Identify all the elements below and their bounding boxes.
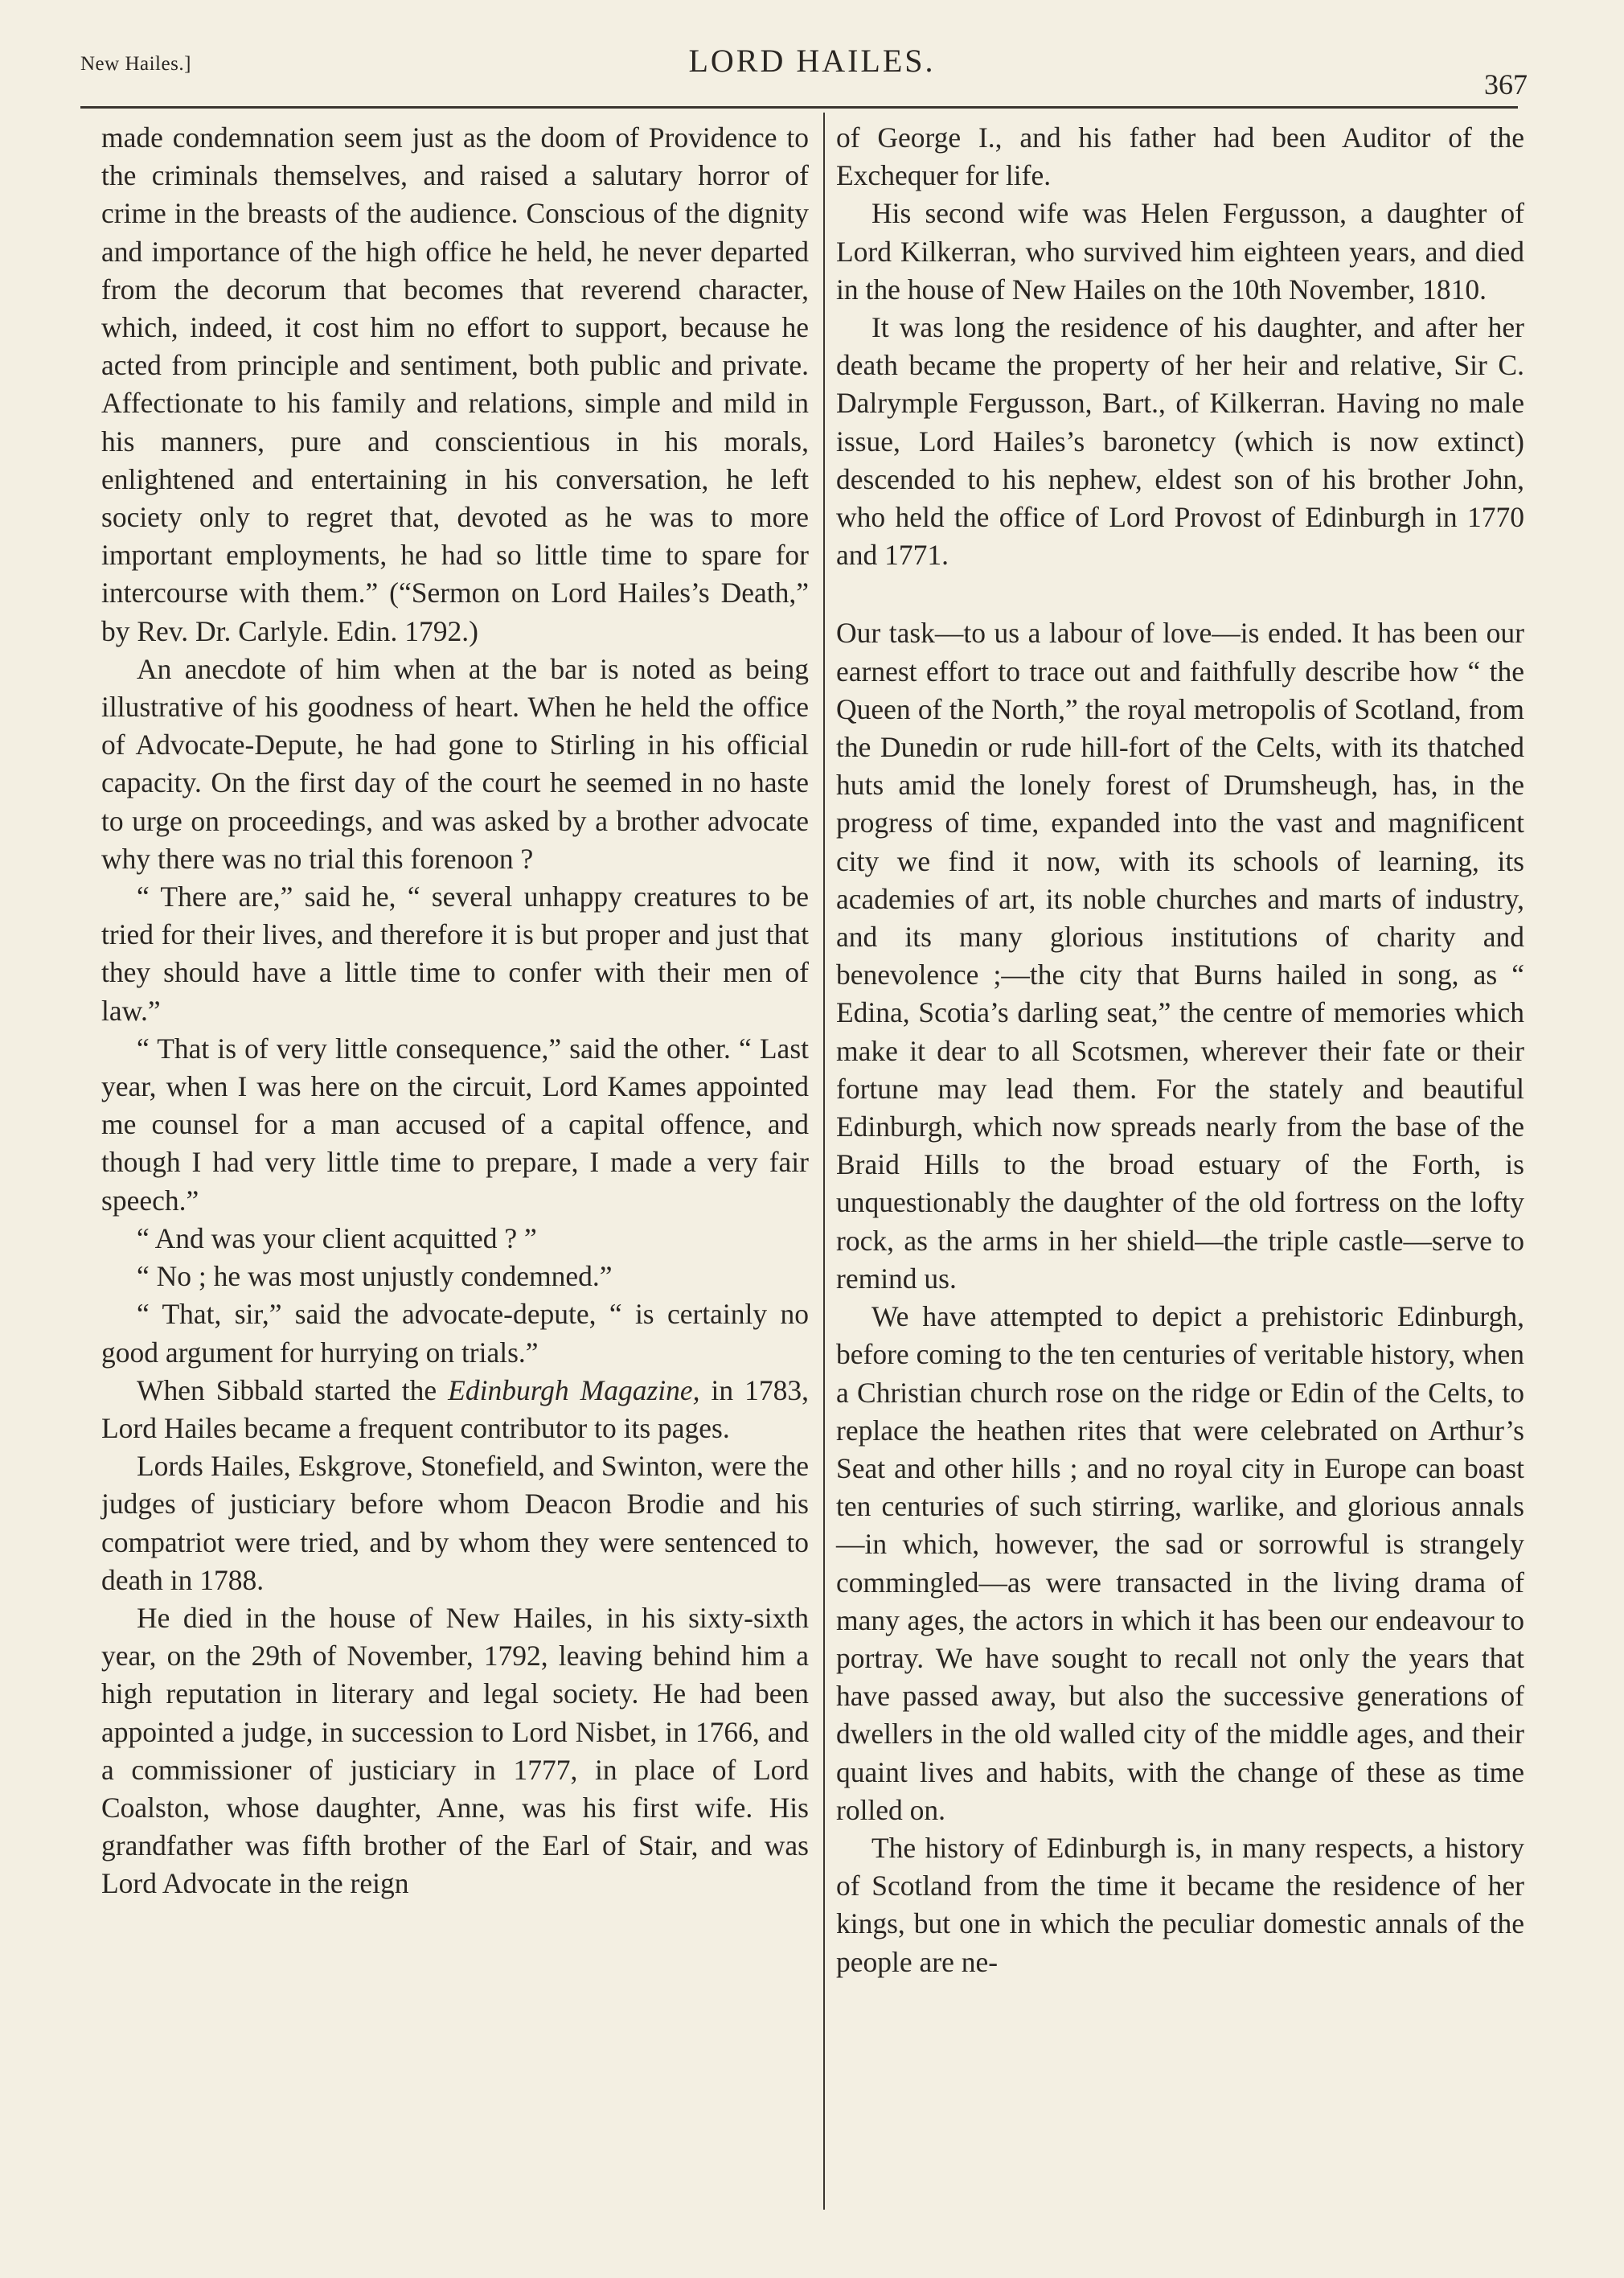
paragraph: His second wife was Helen Fergusson, a daughter of Lord Kilkerran, who survived him eighteen years, and died in the house of New Hailes on the 10th November, 1810. (836, 197, 1524, 306)
paragraph: “ There are,” said he, “ several unhappy creatures to be tried for their lives, and therefore it is but proper and just that they should have a little time to confer with their men of law.” (101, 880, 809, 1027)
paragraph: “ And was your client acquitted ? ” (137, 1221, 537, 1254)
running-head-location: New Hailes.] (80, 53, 191, 75)
paragraph: “ That is of very little consequence,” said the other. “ Last year, when I was here on the circuit, Lord Kames appointed me counsel for a man accused of a capital offence, and though I had very little time to prepare, I made a very fair speech.” (101, 1032, 809, 1217)
paragraph: It was long the residence of his daughter, and after her death became the property of her heir and relative, Sir C. Dalrymple Fergusson, Bart., of Kilkerran. Having no male issue, Lord Hailes’s baronetcy (which is now extinct) descended to his nephew, eldest son of his brother John, who held the office of Lord Provost of Edinburgh in 1770 and 1771. (836, 311, 1524, 572)
text-run: in 1783, Lord Hailes became a frequent contributor to its pages. (101, 1373, 809, 1444)
paragraph: We have attempted to depict a prehistoric Edinburgh, before coming to the ten centuries of veritable history, when a Christian church rose on the ridge or Edin of the Celts, to replace the heathen rites that were celebrated on Arthur’s Seat and other hills ; and no royal city in Europe can boast ten centuries of such stirring, warlike, and glorious annals—in which, however, the sad or sorrowful is strangely commingled—as were transacted in the living drama of many ages, the actors in which it has been our endeavour to portray. We have sought to recall not only the years that have passed away, but also the successive generations of dwellers in the old walled city of the middle ages, and their quaint lives and habits, with the change of these as time rolled on. (836, 1300, 1524, 1826)
paragraph: of George I., and his father had been Auditor of the Exchequer for life. (836, 121, 1524, 192)
paragraph: The history of Edinburgh is, in many respects, a history of Scotland from the time it became the residence of her kings, but one in which the peculiar domestic annals of the people are ne- (836, 1831, 1524, 1978)
text-run: When Sibbald started the (137, 1373, 449, 1406)
page-number: 367 (1484, 68, 1528, 101)
paragraph: “ No ; he was most unjustly condemned.” (137, 1260, 613, 1293)
column-divider (823, 113, 825, 2210)
running-head-title: LORD HAILES. (688, 43, 936, 79)
paragraph (101, 1372, 809, 1447)
right-column (836, 119, 1524, 1981)
paragraph: made condemnation seem just as the doom of Providence to the criminals themselves, and raised a salutary horror of crime in the breasts of the audience. Conscious of the dignity and importance of the high office he held, he never departed from the decorum that becomes that reverend character, which, indeed, it cost him no effort to support, because he acted from principle and sentiment, both public and private. Affectionate to his family and relations, simple and mild in his manners, pure and conscientious in his morals, enlightened and entertaining in his conversation, he left society only to regret that, devoted as he was to more important employments, he had so little time to spare for intercourse with them.” (“Sermon on Lord Hailes’s Death,” by Rev. Dr. Carlyle. Edin. 1792.) (101, 121, 809, 647)
paragraph: An anecdote of him when at the bar is noted as being illustrative of his goodness of heart. When he held the office of Advocate-Depute, he had gone to Stirling in his official capacity. On the first day of the court he seemed in no haste to urge on proceedings, and was asked by a brother advocate why there was no trial this forenoon ? (101, 652, 809, 875)
paragraph: Lords Hailes, Eskgrove, Stonefield, and Swinton, were the judges of justiciary before whom Deacon Brodie and his compatriot were tried, and by whom they were sentenced to death in 1788. (101, 1450, 809, 1596)
paragraph: “ That, sir,” said the advocate-depute, “ is certainly no good argument for hurrying on trials.” (101, 1298, 809, 1369)
left-column (101, 119, 809, 1903)
paragraph: Our task—to us a labour of love—is ended. It has been our earnest effort to trace out and faithfully describe how “ the Queen of the North,” the royal metropolis of Scotland, from the Dunedin or rude hill-fort of the Celts, with its thatched huts amid the lonely forest of Drumsheugh, has, in the progress of time, expanded into the vast and magnificent city we find it now, with its schools of learning, its academies of art, its noble churches and marts of industry, and its many glorious institutions of charity and benevolence ;—the city that Burns hailed in song, as “ Edina, Scotia’s darling seat,” the centre of memories which make it dear to all Scotsmen, wherever their fate or their fortune may lead them. For the stately and beautiful Edinburgh, which now spreads nearly from the base of the Braid Hills to the broad estuary of the Forth, is unquestionably the daughter of the old fortress on the lofty rock, as the arms in her shield—the triple castle—serve to remind us. (836, 617, 1524, 1295)
magazine-title: Edinburgh Magazine, (448, 1373, 700, 1406)
header-rule (80, 106, 1518, 109)
paragraph: He died in the house of New Hailes, in his sixty-sixth year, on the 29th of November, 1792, leaving behind him a high reputation in literary and legal society. He had been appointed a judge, in succession to Lord Nisbet, in 1766, and a commissioner of justiciary in 1777, in place of Lord Coalston, whose daughter, Anne, was his first wife. His grandfather was fifth brother of the Earl of Stair, and was Lord Advocate in the reign (101, 1601, 809, 1900)
